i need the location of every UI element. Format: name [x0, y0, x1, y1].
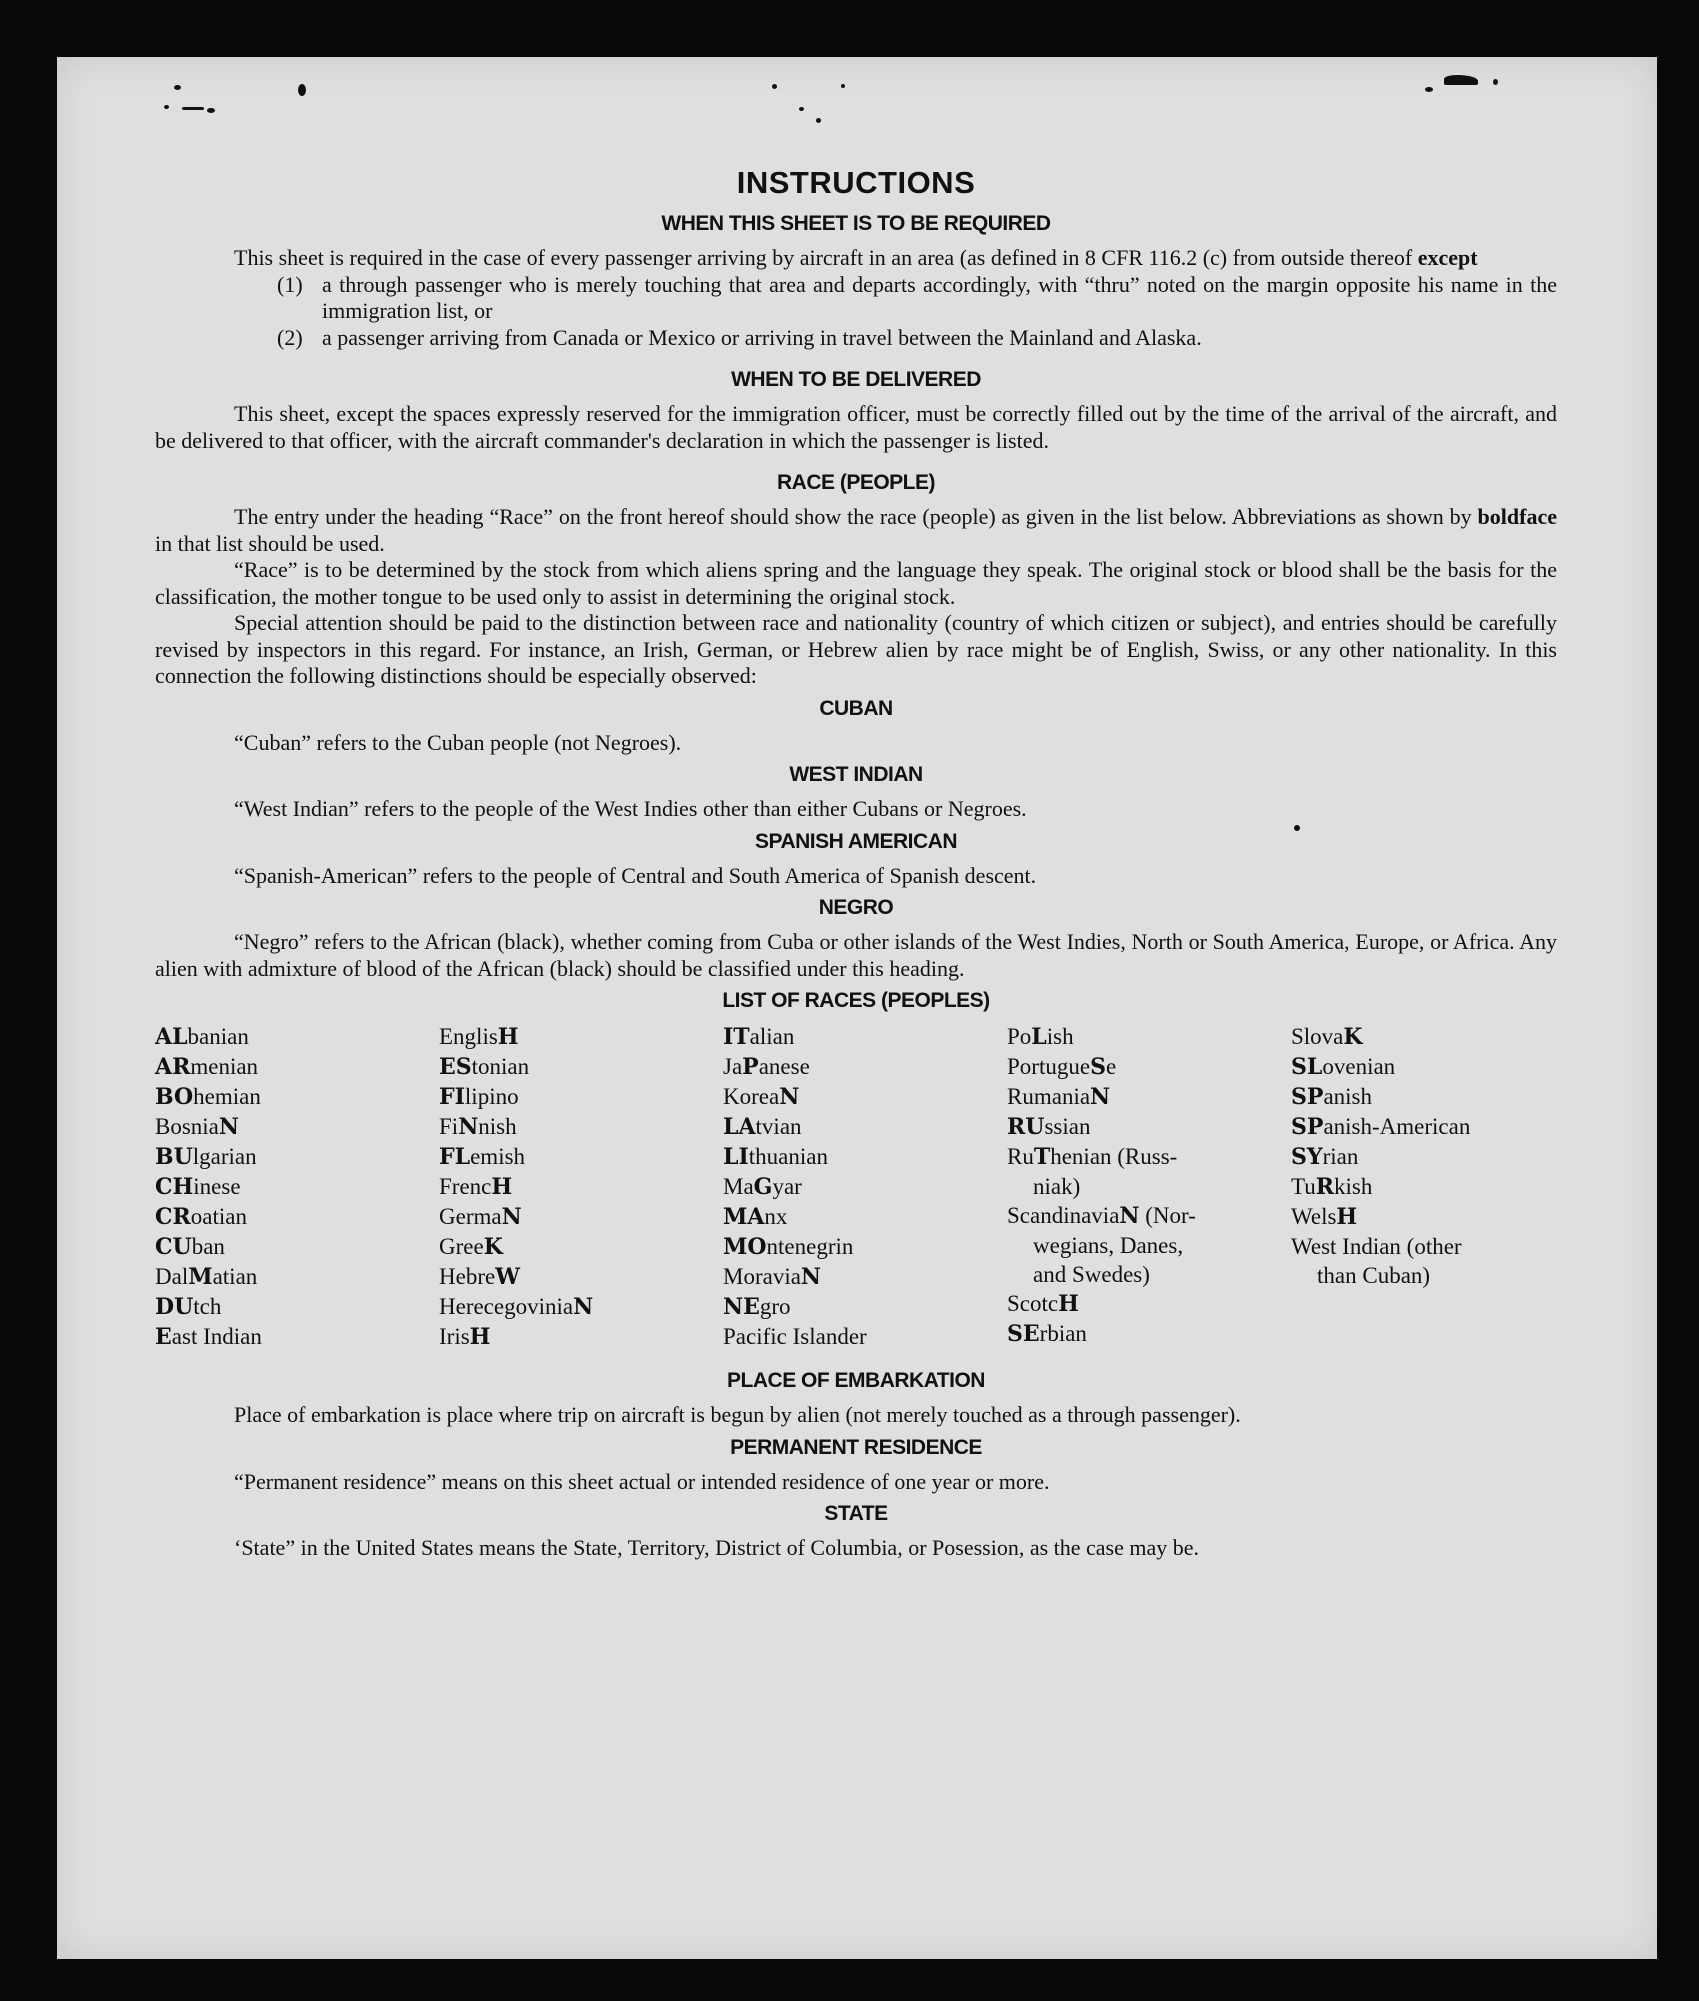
race-item: CUban	[155, 1234, 225, 1260]
spanish-american-text: “Spanish-American” refers to the people of Central and South America of Spanish descent.	[234, 862, 1037, 888]
race-item: FIlipino	[439, 1084, 519, 1110]
race-item: BOhemian	[155, 1084, 261, 1110]
page-title: INSTRUCTIONS	[736, 165, 976, 200]
race-item: SErbian	[1007, 1321, 1087, 1347]
heading-negro: NEGRO	[818, 896, 894, 919]
west-indian-text: “West Indian” refers to the people of the West Indies other than either Cubans or Negroes.	[234, 796, 1027, 821]
race-item: ScandinaviaN (Nor- wegians, Danes, and Swedes)	[1007, 1203, 1196, 1287]
instructions-content	[155, 165, 1557, 1562]
race-item: LAtvian	[723, 1114, 802, 1140]
race-column	[1007, 1022, 1291, 1352]
race-item: East Indian	[155, 1324, 262, 1350]
race-item: ITalian	[723, 1024, 795, 1050]
race-item: SLovenian	[1291, 1054, 1396, 1080]
exception-item-2: (2) a passenger arriving from Canada or Mexico or arriving in travel between the Mainland and Alaska.	[277, 324, 1202, 350]
race-paragraph-2: “Race” is to be determined by the stock from which aliens spring and the language they speak. The original stock or blood shall be the basis for the classification, the mother tongue to be used only to assist in determining the original stock.	[155, 557, 1557, 609]
heading-cuban: CUBAN	[819, 696, 893, 720]
race-item: MoraviaN	[723, 1264, 822, 1290]
race-item: FiNnish	[439, 1114, 517, 1140]
race-item: RUssian	[1007, 1114, 1091, 1140]
heading-when-delivered: WHEN TO BE DELIVERED	[731, 368, 981, 391]
permanent-residence-text: “Permanent residence” means on this sheet actual or intended residence of one year or more.	[234, 1468, 1050, 1494]
race-item: SYrian	[1291, 1144, 1359, 1170]
race-item: HebreW	[439, 1264, 520, 1290]
race-item: MAnx	[723, 1204, 788, 1230]
when-required-intro: This sheet is required in the case of every passenger arriving by aircraft in an area (as defined in 8 CFR 116.2 (c) from outside thereof except	[234, 245, 1478, 270]
state-text: ‘State” in the United States means the State, Territory, District of Columbia, or Posession, as the case may be.	[234, 1535, 1200, 1560]
race-item: MOntenegrin	[723, 1234, 854, 1260]
race-item: ScotcH	[1007, 1291, 1079, 1317]
race-item: SPanish-American	[1291, 1114, 1471, 1140]
race-column	[439, 1022, 723, 1352]
race-item: PortugueSe	[1007, 1054, 1117, 1080]
heading-state: STATE	[824, 1502, 888, 1525]
race-item: FLemish	[439, 1144, 526, 1170]
race-item: NEgro	[723, 1294, 791, 1320]
negro-text: “Negro” refers to the African (black), whether coming from Cuba or other islands of the West Indies, North or South America, Europe, or Africa. Any alien with admixture of blood of the African (black) should be classified under this heading.	[155, 929, 1557, 981]
race-item: CHinese	[155, 1174, 241, 1200]
heading-when-required: WHEN THIS SHEET IS TO BE REQUIRED	[661, 212, 1051, 235]
list-of-races	[155, 1022, 1557, 1352]
embarkation-text: Place of embarkation is place where trip on aircraft is begun by alien (not merely touched as a through passenger).	[234, 1402, 1241, 1427]
race-paragraph-1: The entry under the heading “Race” on the front hereof should show the race (people) as given in the list below. Abbreviations as shown by boldface in that list should be used.	[155, 504, 1557, 556]
when-delivered-text: This sheet, except the spaces expressly reserved for the immigration officer, must be correctly filled out by the time of the arrival of the aircraft, and be delivered to that officer, with the aircraft commander's declaration in which the passenger is listed.	[155, 401, 1557, 453]
race-item: SPanish	[1291, 1084, 1372, 1110]
race-paragraph-3: Special attention should be paid to the distinction between race and nationality (country of which citizen or subject), and entries should be carefully revised by inspectors in this regard. For instance, an Irish, German, or Hebrew alien by race might be of English, Swiss, or any other nationality. In this connection the following distinctions should be especially observed:	[155, 610, 1557, 688]
heading-west-indian: WEST INDIAN	[789, 763, 923, 786]
race-item: RumaniaN	[1007, 1084, 1111, 1110]
heading-list-of-races: LIST OF RACES (PEOPLES)	[722, 989, 990, 1012]
race-item: DalMatian	[155, 1264, 258, 1290]
race-item: WelsH	[1291, 1204, 1358, 1230]
race-item: EStonian	[439, 1054, 530, 1080]
race-item: MaGyar	[723, 1174, 802, 1200]
race-item: ARmenian	[155, 1054, 259, 1080]
race-item: West Indian (other than Cuban)	[1291, 1234, 1462, 1288]
race-item: GermaN	[439, 1204, 522, 1230]
race-column	[1291, 1022, 1557, 1352]
race-item: GreeK	[439, 1234, 503, 1260]
race-item: DUtch	[155, 1294, 222, 1320]
heading-race: RACE (PEOPLE)	[776, 471, 935, 494]
heading-spanish-american: SPANISH AMERICAN	[754, 829, 957, 853]
race-item: FrencH	[439, 1174, 513, 1200]
race-item: RuThenian (Russ- niak)	[1007, 1144, 1178, 1199]
race-item: LIthuanian	[723, 1144, 828, 1170]
race-item: IrisH	[439, 1324, 491, 1350]
race-column	[155, 1022, 439, 1352]
heading-embarkation: PLACE OF EMBARKATION	[727, 1369, 985, 1392]
heading-permanent-residence: PERMANENT RESIDENCE	[730, 1435, 982, 1459]
race-item: BUlgarian	[155, 1144, 257, 1170]
document-page	[57, 57, 1657, 1959]
race-item: SlovaK	[1291, 1024, 1363, 1050]
exception-item-1: (1) a through passenger who is merely touching that area and departs accordingly, with “thru” noted on the margin opposite his name in the immigration list, or	[277, 271, 1557, 323]
race-item: Pacific Islander	[723, 1324, 867, 1349]
race-item: CRoatian	[155, 1204, 247, 1230]
race-item: KoreaN	[723, 1084, 800, 1110]
cuban-text: “Cuban” refers to the Cuban people (not Negroes).	[234, 729, 682, 755]
race-item: EnglisH	[439, 1024, 519, 1050]
race-item: ALbanian	[155, 1024, 249, 1050]
race-column	[723, 1022, 1007, 1352]
race-item: TuRkish	[1291, 1174, 1373, 1200]
race-item: PoLish	[1007, 1024, 1074, 1050]
race-item: HerecegoviniaN	[439, 1294, 594, 1320]
race-item: JaPanese	[723, 1054, 810, 1080]
race-item: BosniaN	[155, 1114, 239, 1140]
